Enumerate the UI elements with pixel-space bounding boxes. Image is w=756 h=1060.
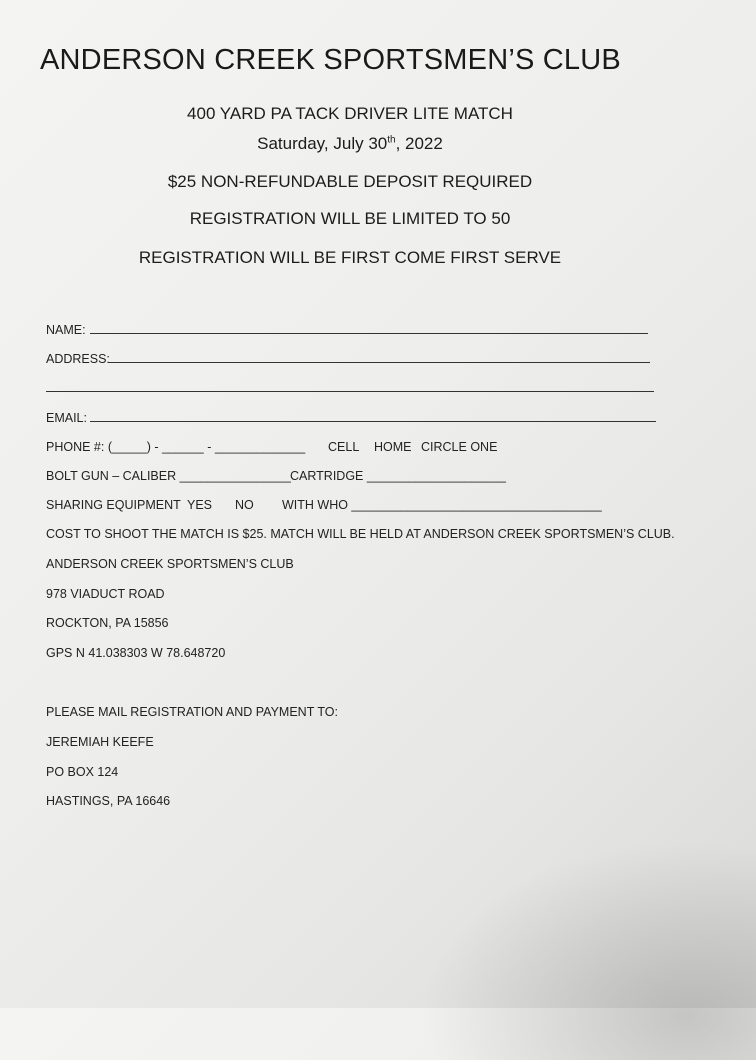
mail-name: JEREMIAH KEEFE — [46, 735, 154, 749]
phone-label[interactable]: PHONE #: (_____) - ______ - _____________ — [46, 440, 306, 454]
home-option[interactable]: HOME — [374, 440, 412, 454]
date-prefix: Saturday, July 30 — [257, 134, 388, 153]
circle-one-note: CIRCLE ONE — [421, 440, 498, 454]
cost-notice: COST TO SHOOT THE MATCH IS $25. MATCH WILL BE HELD AT ANDERSON CREEK SPORTSMEN’S CLUB. — [46, 527, 675, 541]
limit-notice: REGISTRATION WILL BE LIMITED TO 50 — [189, 209, 511, 228]
venue-city: ROCKTON, PA 15856 — [46, 616, 169, 630]
venue-street: 978 VIADUCT ROAD — [46, 587, 165, 601]
deposit-notice: $25 NON-REFUNDABLE DEPOSIT REQUIRED — [167, 172, 533, 191]
venue-gps: GPS N 41.038303 W 78.648720 — [46, 646, 226, 660]
with-who-label[interactable]: WITH WHO ____________________________________ — [282, 498, 602, 512]
match-date — [0, 134, 700, 154]
club-title: ANDERSON CREEK SPORTSMEN’S CLUB — [40, 44, 621, 76]
bolt-gun-caliber-label[interactable]: BOLT GUN – CALIBER ________________ — [46, 469, 291, 483]
cell-option[interactable]: CELL — [328, 440, 360, 454]
date-year: , 2022 — [395, 134, 443, 153]
sharing-equipment-label: SHARING EQUIPMENT — [46, 498, 181, 512]
match-title: 400 YARD PA TACK DRIVER LITE MATCH — [187, 104, 513, 123]
venue-name: ANDERSON CREEK SPORTSMEN’S CLUB — [46, 557, 294, 571]
first-come-notice: REGISTRATION WILL BE FIRST COME FIRST SERVE — [138, 248, 562, 267]
address-line-1[interactable] — [108, 362, 650, 363]
email-line[interactable] — [90, 421, 656, 422]
paper-shadow — [420, 840, 756, 1060]
address-label: ADDRESS: — [46, 352, 110, 366]
address-line-2[interactable] — [46, 391, 654, 392]
name-label: NAME: — [46, 323, 86, 337]
email-label: EMAIL: — [46, 411, 87, 425]
mail-city: HASTINGS, PA 16646 — [46, 794, 171, 808]
date-suffix: th — [387, 134, 396, 146]
yes-option[interactable]: YES — [187, 498, 213, 512]
name-line[interactable] — [90, 333, 648, 334]
mail-heading: PLEASE MAIL REGISTRATION AND PAYMENT TO: — [46, 705, 338, 719]
cartridge-label[interactable]: CARTRIDGE ____________________ — [290, 469, 506, 483]
mail-po-box: PO BOX 124 — [46, 765, 119, 779]
no-option[interactable]: NO — [235, 498, 254, 512]
